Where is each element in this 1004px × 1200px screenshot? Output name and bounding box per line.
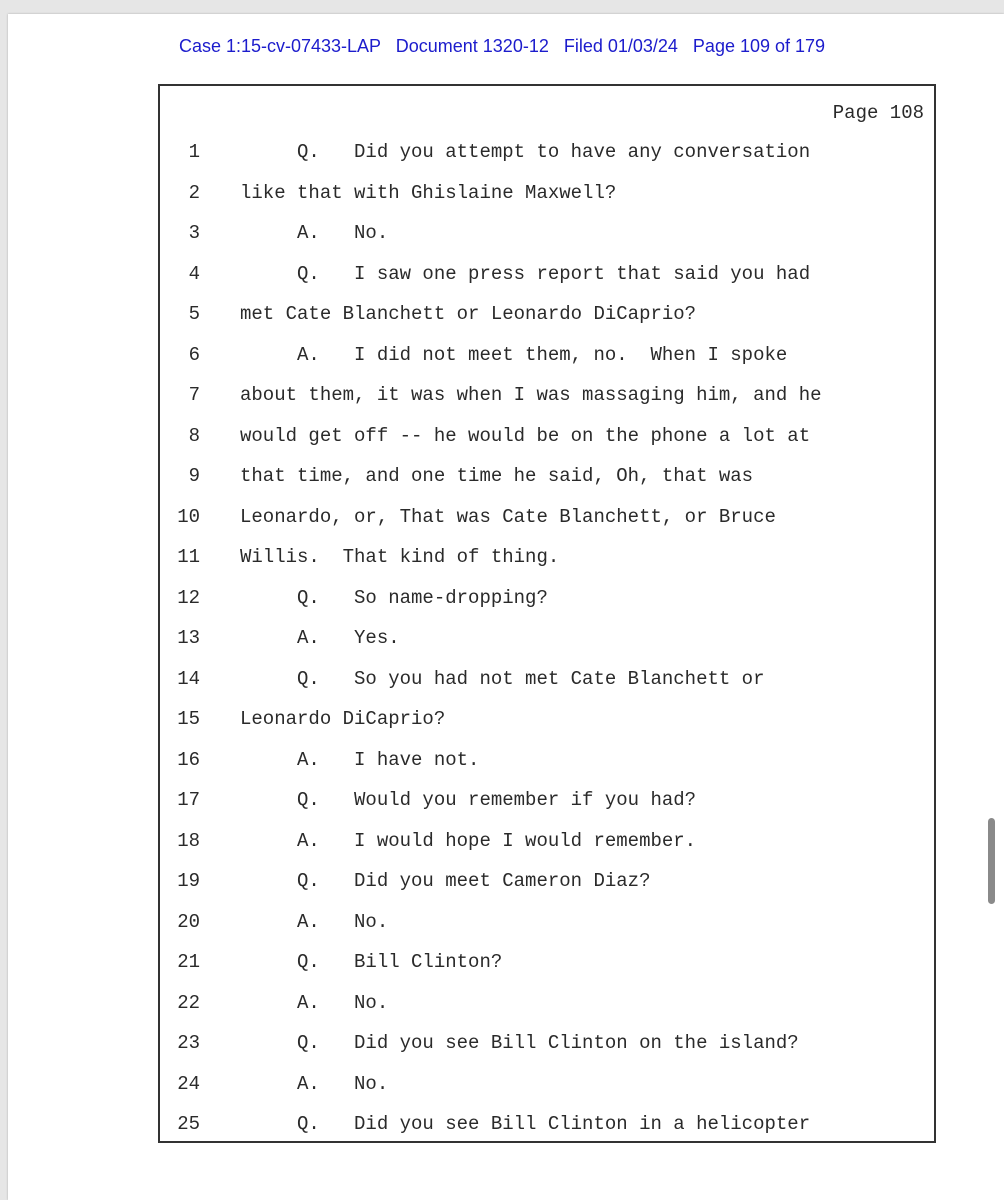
line-number: 6 xyxy=(188,343,200,366)
transcript-line xyxy=(160,422,934,463)
line-text: like that with Ghislaine Maxwell? xyxy=(240,181,617,204)
transcript-line xyxy=(160,989,934,1030)
line-text: A. No. xyxy=(240,222,389,244)
transcript-line xyxy=(160,786,934,827)
line-number: 10 xyxy=(177,505,200,528)
line-number: 7 xyxy=(188,384,200,406)
transcript-line xyxy=(160,1029,934,1070)
line-text: A. I did not meet them, no. When I spoke xyxy=(240,343,788,366)
line-text: Q. So name-dropping? xyxy=(240,586,548,609)
line-number: 21 xyxy=(177,951,200,973)
line-number: 24 xyxy=(177,1072,200,1095)
transcript-box xyxy=(158,84,936,1143)
line-number: 17 xyxy=(177,789,200,811)
transcript-line xyxy=(160,908,934,949)
line-text: that time, and one time he said, Oh, that was xyxy=(240,465,754,487)
transcript-line xyxy=(160,300,934,341)
line-text: Q. Did you meet Cameron Diaz? xyxy=(240,870,651,892)
line-number: 15 xyxy=(177,708,200,730)
transcript-line xyxy=(160,827,934,868)
line-number: 19 xyxy=(177,870,200,892)
transcript-line xyxy=(160,138,934,179)
case-header: Case 1:15-cv-07433-LAP Document 1320-12 Filed 01/03/24 Page 109 of 179 xyxy=(178,36,826,56)
line-text: Q. Did you see Bill Clinton on the island? xyxy=(240,1032,799,1054)
line-number: 11 xyxy=(177,546,200,568)
line-number: 22 xyxy=(177,991,200,1014)
line-text: A. Yes. xyxy=(240,627,400,649)
line-number: 20 xyxy=(177,910,200,933)
line-number: 8 xyxy=(188,424,200,447)
line-number: 1 xyxy=(188,141,200,163)
line-text: would get off -- he would be on the phone a lot at xyxy=(240,424,811,447)
line-number: 12 xyxy=(177,586,200,609)
transcript-line xyxy=(160,219,934,260)
transcript-line xyxy=(160,381,934,422)
line-text: about them, it was when I was massaging him, and he xyxy=(240,384,822,406)
transcript-lines xyxy=(160,138,934,1151)
line-text: Q. Would you remember if you had? xyxy=(240,789,697,811)
line-text: Q. Bill Clinton? xyxy=(240,951,503,973)
line-number: 25 xyxy=(177,1113,200,1135)
line-number: 2 xyxy=(188,181,200,204)
line-text: A. I have not. xyxy=(240,748,480,771)
line-number: 4 xyxy=(188,262,200,285)
line-text: Q. So you had not met Cate Blanchett or xyxy=(240,667,765,690)
transcript-line xyxy=(160,1110,934,1151)
transcript-line xyxy=(160,746,934,787)
transcript-line xyxy=(160,260,934,301)
transcript-line xyxy=(160,624,934,665)
transcript-line xyxy=(160,948,934,989)
vertical-scrollbar[interactable] xyxy=(988,818,995,904)
transcript-line xyxy=(160,705,934,746)
line-text: Q. I saw one press report that said you had xyxy=(240,262,811,285)
line-number: 23 xyxy=(177,1032,200,1054)
line-text: A. No. xyxy=(240,910,389,933)
transcript-line xyxy=(160,584,934,625)
line-text: Leonardo DiCaprio? xyxy=(240,708,446,730)
line-text: A. I would hope I would remember. xyxy=(240,829,697,852)
transcript-line xyxy=(160,503,934,544)
line-text: Q. Did you attempt to have any conversation xyxy=(240,141,811,163)
transcript-line xyxy=(160,867,934,908)
line-number: 13 xyxy=(177,627,200,649)
line-number: 18 xyxy=(177,829,200,852)
line-number: 3 xyxy=(188,222,200,244)
line-number: 9 xyxy=(188,465,200,487)
transcript-line xyxy=(160,341,934,382)
transcript-line xyxy=(160,543,934,584)
line-text: Leonardo, or, That was Cate Blanchett, or Bruce xyxy=(240,505,776,528)
line-number: 5 xyxy=(188,303,200,325)
transcript-line xyxy=(160,179,934,220)
line-text: A. No. xyxy=(240,991,389,1014)
line-text: A. No. xyxy=(240,1072,389,1095)
transcript-line xyxy=(160,462,934,503)
transcript-line xyxy=(160,665,934,706)
line-number: 14 xyxy=(177,667,200,690)
line-text: Willis. That kind of thing. xyxy=(240,546,560,568)
line-text: met Cate Blanchett or Leonardo DiCaprio? xyxy=(240,303,697,325)
transcript-line xyxy=(160,1070,934,1111)
line-text: Q. Did you see Bill Clinton in a helicopter xyxy=(240,1113,811,1135)
line-number: 16 xyxy=(177,748,200,771)
transcript-page-label: Page 108 xyxy=(832,102,924,124)
